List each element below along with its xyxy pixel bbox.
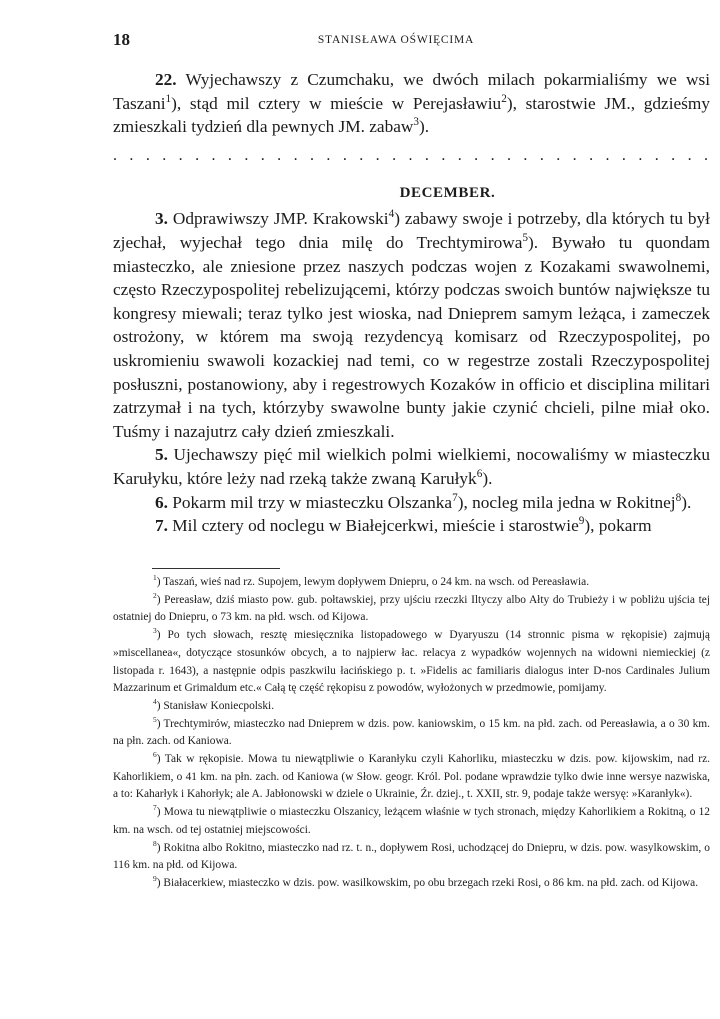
paragraph-number: 3. xyxy=(155,209,168,229)
paragraph-number: 5. xyxy=(155,445,168,465)
running-title: STANISŁAWA OŚWIĘCIMA xyxy=(317,34,475,46)
paragraph-number: 22. xyxy=(155,70,177,89)
paragraph-number: 7. xyxy=(155,516,168,536)
paragraph-7 xyxy=(113,514,710,538)
paragraph-5 xyxy=(113,443,710,490)
footnote-4: $^4$) Stanisław Koniecpolski. xyxy=(153,697,275,712)
paragraph-number: 6. xyxy=(155,492,168,512)
footnote-rule xyxy=(152,568,280,569)
paragraph-22 xyxy=(113,68,710,139)
footnotes xyxy=(113,574,710,893)
ellipsis-divider: . . . . . . . . . . . . . . . . . . . . . . . . . . . . . . . . . . . . . xyxy=(113,146,710,164)
footnote-7: $^7$) Mowa tu niewątpliwie o miasteczku Olszanicy, leżącem właśnie w tych stronach, między Kahorlikiem a Rokitną, o 12 km. na wsch. od tej ostatniej miejscowości. xyxy=(113,803,710,836)
page-number: 18 xyxy=(113,30,130,49)
paragraph-text: Mil cztery od noclegu w Białejcerkwi, mieście i starostwie$^9$), pokarm xyxy=(172,515,652,536)
paragraph-3 xyxy=(113,207,710,443)
paragraph-6 xyxy=(113,491,710,515)
footnote-6: $^6$) Tak w rękopisie. Mowa tu niewątpliwie o Karanłyku czyli Kahorliku, miasteczku w dzis. pow. kijowskim, nad rz. Kahorlikiem, o 41 km. na płn. zach. od Kaniowa (w Słow. geogr. Król. Pol. podane wprawdzie tylko dwie inne wersye nazwiska, a to: Kaharłyk i Kahorłyk; ale A. Jabłonowski w dziele o Ukrainie, Źr. dziej., t. XXII, str. 9, podaje także wersyę: »Karanłyk«). xyxy=(113,750,710,801)
footnote-1: $^1$) Taszań, wieś nad rz. Supojem, lewym dopływem Dniepru, o 24 km. na wsch. od Pereasławia. xyxy=(153,573,590,588)
footnote-8: $^8$) Rokitna albo Rokitno, miasteczko nad rz. t. n., dopływem Rosi, uchodzącej do Dniepru, w dzis. pow. wasylkowskim, o 116 km. na płd. od Kijowa. xyxy=(113,838,710,872)
footnote-5: $^5$) Trechtymirów, miasteczko nad Dnieprem w dzis. pow. kaniowskim, o 15 km. na płd. zach. od Pereasławia, a o 30 km. na płn. zach. od Kaniowa. xyxy=(113,714,710,748)
paragraph-text: Odprawiwszy JMP. Krakowski$^4$) zabawy swoje i potrzeby, dla których tu był zjechał, wyjechał tego dnia milę do Trechtymirowa$^5$). Bywało tu quondam miasteczko, ale zniesione przez naszych podczas wojen z Kozakami swawolnemi, często Rzeczypospolitej rebelizującemi, którzy podczas swoich buntów największe tu kongresy miewali; teraz tylko jest wioska, nad Dnieprem samym leżąca, i zameczek ostrożony, w którem ma swoją rezydencyą komisarz od Rzeczypospolitej, po uskromieniu swawoli kozackiej nad temi, co w regestrze zostali Rzeczypospolitej posłuszni, postanowiony, aby i regestrowych Kozaków in officio et disciplina militari zatrzymał i na tych, którzyby swawolne bunty jakie czynić chcieli, pilne miał oko. Tuśmy i nazajutrz cały dzień zmieszkali. xyxy=(113,208,710,441)
paragraph-text: Wyjechawszy z Czumchaku, we dwóch milach pokarmialiśmy we wsi Taszani$^1$), stąd mil cztery w mieście w Perejasławiu$^2$), starostwie JM., gdzieśmy zmieszkali tydzień dla pewnych JM. zabaw$^3$). xyxy=(113,70,710,137)
section-heading: DECEMBER. xyxy=(399,184,496,201)
footnote-9: $^9$) Białacerkiew, miasteczko w dzis. pow. wasilkowskim, po obu brzegach rzeki Rosi, o 86 km. na płd. zach. od Kijowa. xyxy=(153,874,699,889)
footnote-3: $^3$) Po tych słowach, resztę miesięcznika listopadowego w Dyaryuszu (14 stronnic pisma w rękopisie) zajmują »miscellanea«, dotyczące stosunków obcych, a to najpierw łac. relacya z wypadków wojennych na widowni niemieckiej (z listopada r. 1643), a następnie odpis paszkwilu łacińskiego p. t. »Fidelis ac familiaris dialogus inter D-nos Cardinales Julium Mazzarinum et Grimaldum etc.« Całą tę część rękopisu z powodów, wyłożonych w przedmowie, pomijamy. xyxy=(113,626,710,695)
paragraph-text: Ujechawszy pięć mil wielkich polmi wielkiemi, nocowaliśmy w miasteczku Karułyku, które leży nad rzeką także zwaną Karułyk$^6$). xyxy=(113,445,710,488)
main-text xyxy=(113,68,710,538)
paragraph-text: Pokarm mil trzy w miasteczku Olszanka$^7$), nocleg mila jedna w Rokitnej$^8$). xyxy=(172,491,692,512)
footnote-2: $^2$) Pereasław, dziś miasto pow. gub. połtawskiej, przy ujściu rzeczki Iltyczy albo Ałty do Trubieży i w pobliżu ujścia tej ostatniej do Dniepru, o 73 km. na płd. wsch. od Kijowa. xyxy=(113,590,710,624)
